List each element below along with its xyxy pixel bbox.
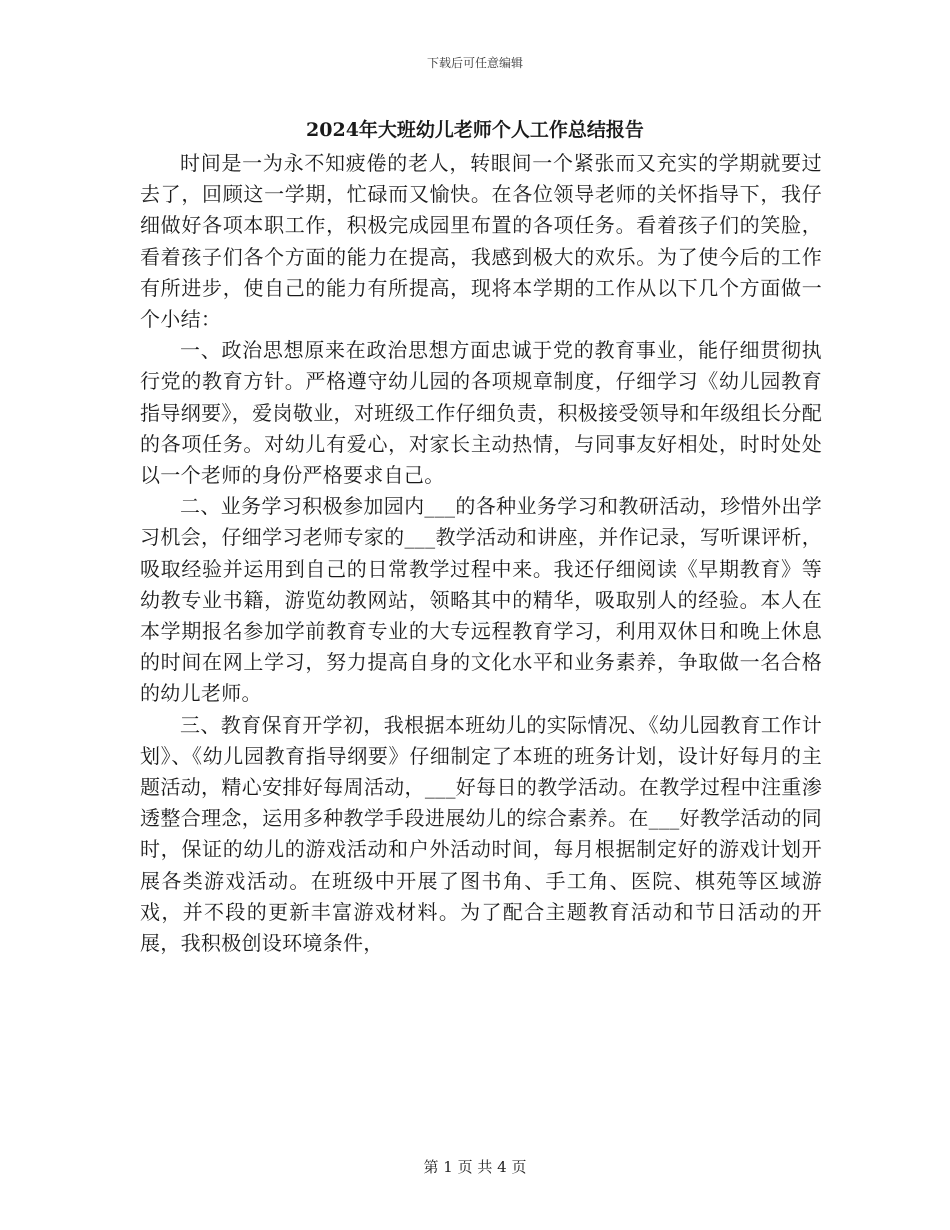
header-note: 下载后可任意编辑 [426,56,523,70]
paragraph-political-thought: 一、政治思想原来在政治思想方面忠诚于党的教育事业，能仔细贯彻执行党的教育方针。严格遵守幼儿园的各项规章制度，仔细学习《幼儿园教育指导纲要》，爱岗敬业，对班级工作仔细负责，积极接受领导和年级组长分配的各项任务。对幼儿有爱心，对家长主动热情，与同事友好相处，时时处处以一个老师的身份严格要求自己。 [140,338,822,488]
page-indicator: 第 1 页 共 4 页 [423,1158,527,1176]
paragraph-education-care: 三、教育保育开学初，我根据本班幼儿的实际情况、《幼儿园教育工作计划》、《幼儿园教育指导纲要》仔细制定了本班的班务计划，设计好每月的主题活动，精心安排好每周活动，___好每日的教学活动。在教学过程中注重渗透整合理念，运用多种教学手段进展幼儿的综合素养。在___好教学活动的同时，保证的幼儿的游戏活动和户外活动时间，每月根据制定好的游戏计划开展各类游戏活动。在班级中开展了图书角、手工角、医院、棋苑等区域游戏，并不段的更新丰富游戏材料。为了配合主题教育活动和节日活动的开展，我积极创设环境条件， [140,712,822,956]
document-body [140,148,822,959]
paragraph-intro: 时间是一为永不知疲倦的老人，转眼间一个紧张而又充实的学期就要过去了，回顾这一学期，忙碌而又愉快。在各位领导老师的关怀指导下，我仔细做好各项本职工作，积极完成园里布置的各项任务。看着孩子们的笑脸，看着孩子们各个方面的能力在提高，我感到极大的欢乐。为了使今后的工作有所进步，使自己的能力有所提高，现将本学期的工作从以下几个方面做一个小结： [140,151,822,332]
document-title: 2024年大班幼儿老师个人工作总结报告 [306,119,644,141]
paragraph-professional-study: 二、业务学习积极参加园内___的各种业务学习和教研活动，珍惜外出学习机会，仔细学习老师专家的___教学活动和讲座，并作记录，写听课评析，吸取经验并运用到自己的日常教学过程中来。我还仔细阅读《早期教育》等幼教专业书籍，游览幼教网站，领略其中的精华，吸取别人的经验。本人在本学期报名参加学前教育专业的大专远程教育学习，利用双休日和晚上休息的时间在网上学习，努力提高自身的文化水平和业务素养，争取做一名合格的幼儿老师。 [140,494,822,706]
